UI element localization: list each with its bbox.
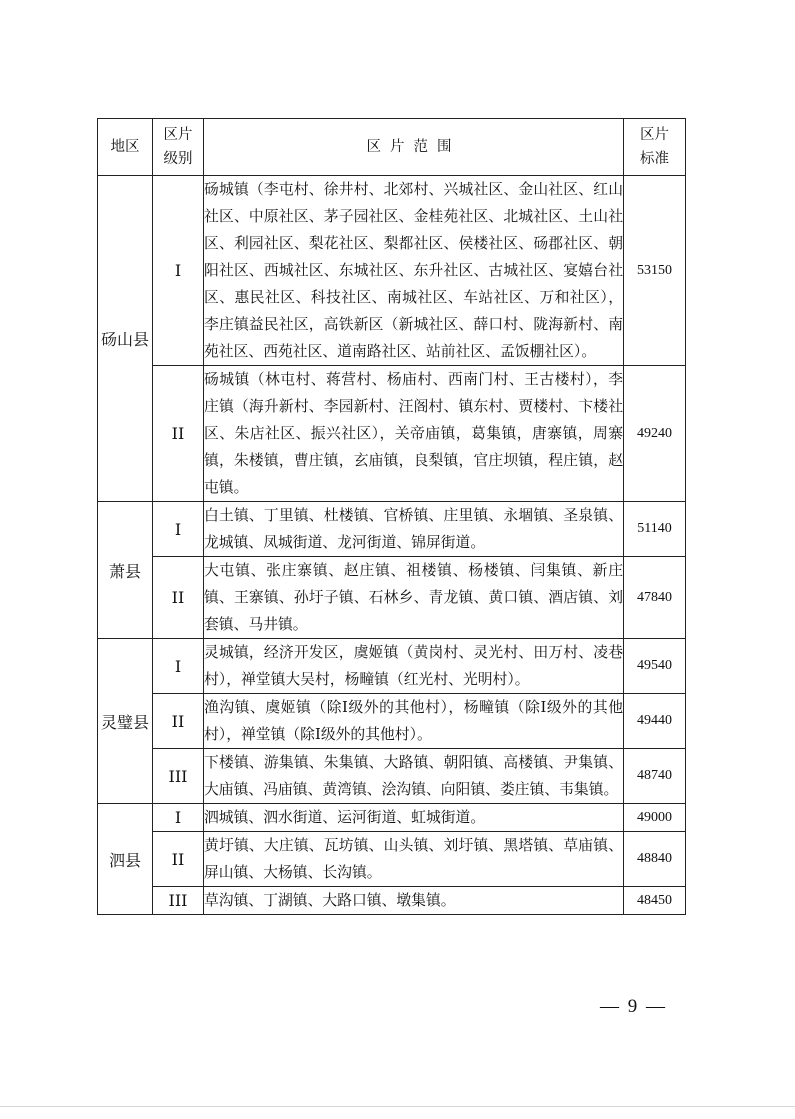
standard-cell: 49440 [624, 694, 686, 749]
table-row [98, 804, 686, 832]
header-row [98, 119, 686, 176]
standard-cell: 48840 [624, 832, 686, 887]
level-cell: I [153, 176, 204, 366]
county-cell: 灵璧县 [98, 639, 153, 804]
scope-cell: 泗城镇、泗水街道、运河街道、虹城街道。 [204, 804, 624, 832]
county-cell: 萧县 [98, 502, 153, 639]
level-cell: III [153, 749, 204, 804]
standard-cell: 47840 [624, 557, 686, 639]
level-cell: II [153, 366, 204, 502]
scope-cell: 下楼镇、游集镇、朱集镇、大路镇、朝阳镇、高楼镇、尹集镇、大庙镇、冯庙镇、黄湾镇、浍沟镇、向阳镇、娄庄镇、韦集镇。 [204, 749, 624, 804]
level-cell: I [153, 639, 204, 694]
scope-cell: 大屯镇、张庄寨镇、赵庄镇、祖楼镇、杨楼镇、闫集镇、新庄镇、王寨镇、孙圩子镇、石林乡、青龙镇、黄口镇、酒店镇、刘套镇、马井镇。 [204, 557, 624, 639]
standard-cell: 48740 [624, 749, 686, 804]
table-row [98, 887, 686, 915]
level-cell: II [153, 557, 204, 639]
standard-cell: 49240 [624, 366, 686, 502]
table-row [98, 639, 686, 694]
header-region: 地区 [98, 119, 153, 176]
scope-cell: 草沟镇、丁湖镇、大路口镇、墩集镇。 [204, 887, 624, 915]
county-cell: 砀山县 [98, 176, 153, 502]
table-row [98, 557, 686, 639]
scope-cell: 白土镇、丁里镇、杜楼镇、官桥镇、庄里镇、永堌镇、圣泉镇、龙城镇、凤城街道、龙河街道、锦屏街道。 [204, 502, 624, 557]
scope-cell: 砀城镇（林屯村、蒋营村、杨庙村、西南门村、王古楼村），李庄镇（海升新村、李园新村、汪阁村、镇东村、贾楼村、卞楼社区、朱店社区、振兴社区），关帝庙镇，葛集镇，唐寨镇，周寨镇，朱楼镇，曹庄镇，玄庙镇，良梨镇，官庄坝镇，程庄镇，赵屯镇。 [204, 366, 624, 502]
page-number: — 9 — [600, 996, 667, 1017]
standard-cell: 51140 [624, 502, 686, 557]
scope-cell: 砀城镇（李屯村、徐井村、北郊村、兴城社区、金山社区、红山社区、中原社区、茅子园社区、金桂苑社区、北城社区、土山社区、利园社区、梨花社区、梨都社区、侯楼社区、砀郡社区、朝阳社区、西城社区、东城社区、东升社区、古城社区、宴嬉台社区、惠民社区、科技社区、南城社区、车站社区、万和社区），李庄镇益民社区，高铁新区（新城社区、薛口村、陇海新村、南苑社区、西苑社区、道南路社区、站前社区、孟饭棚社区）。 [204, 176, 624, 366]
level-cell: II [153, 694, 204, 749]
table-row [98, 176, 686, 366]
level-cell: III [153, 887, 204, 915]
header-level: 区片 级别 [153, 119, 204, 176]
table-row [98, 366, 686, 502]
scope-cell: 黄圩镇、大庄镇、瓦坊镇、山头镇、刘圩镇、黑塔镇、草庙镇、屏山镇、大杨镇、长沟镇。 [204, 832, 624, 887]
level-cell: I [153, 804, 204, 832]
table-row [98, 749, 686, 804]
standard-cell: 49540 [624, 639, 686, 694]
county-cell: 泗县 [98, 804, 153, 915]
standard-cell: 49000 [624, 804, 686, 832]
standard-cell: 53150 [624, 176, 686, 366]
standard-cell: 48450 [624, 887, 686, 915]
table-row [98, 502, 686, 557]
scope-cell: 灵城镇，经济开发区，虞姬镇（黄岗村、灵光村、田万村、凌巷村），禅堂镇大吴村，杨疃镇（红光村、光明村）。 [204, 639, 624, 694]
table-row [98, 832, 686, 887]
land-price-table [97, 118, 686, 915]
scope-cell: 渔沟镇、虞姬镇（除I级外的其他村），杨疃镇（除I级外的其他村），禅堂镇（除I级外的其他村）。 [204, 694, 624, 749]
level-cell: II [153, 832, 204, 887]
scan-edge-divider [0, 1106, 795, 1107]
header-standard: 区片 标准 [624, 119, 686, 176]
level-cell: I [153, 502, 204, 557]
header-scope: 区片范围 [204, 119, 624, 176]
table-row [98, 694, 686, 749]
